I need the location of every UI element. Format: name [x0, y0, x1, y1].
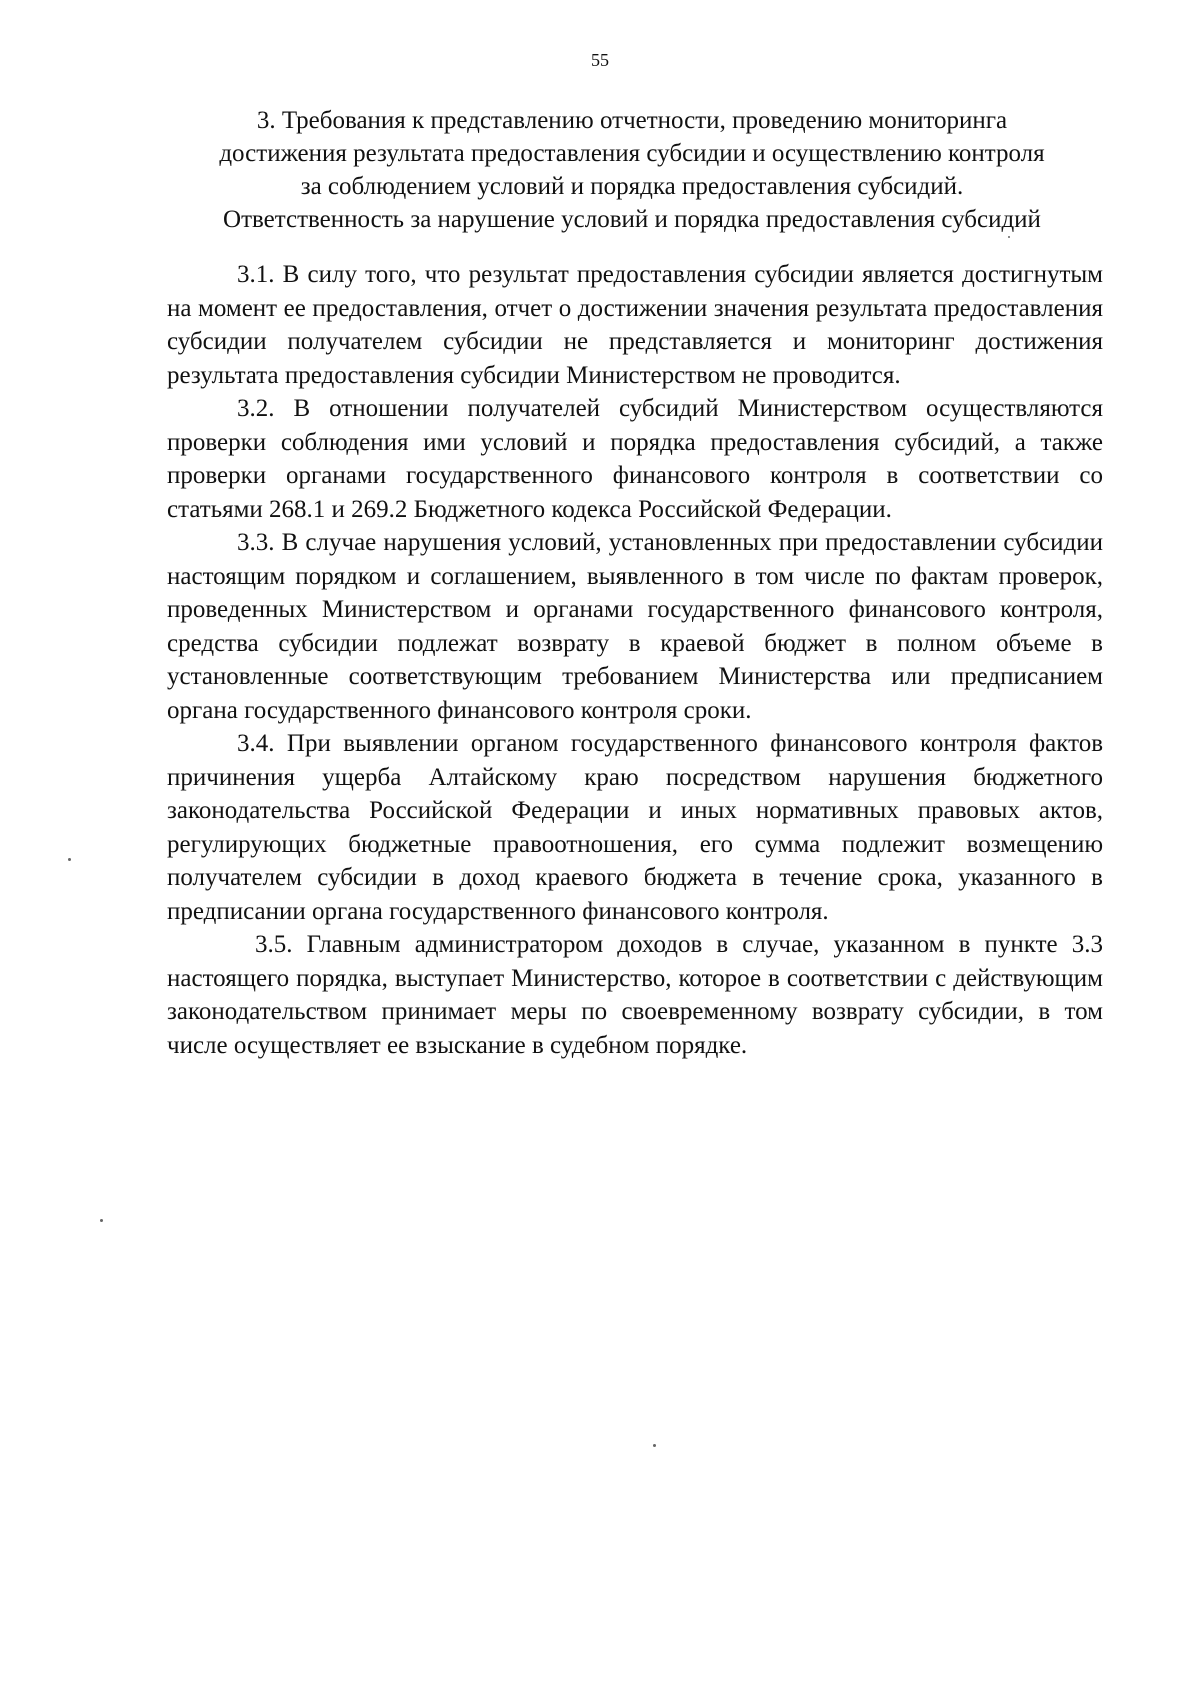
paragraph-3-4: [167, 727, 1103, 928]
paragraph-3-1: [167, 258, 1103, 392]
paragraph-text: В отношении получателей субсидий Министерством осуществляются проверки соблюдения ими условий и порядка предоставления субсидий, а также проверки органами государственного финансового контроля в соответствии со статьями 268.1 и 269.2 Бюджетного кодекса Российской Федерации.: [167, 395, 1104, 523]
scan-speck: [100, 1219, 103, 1222]
heading-line: 3. Требования к представлению отчетности, проведению мониторинга: [256, 107, 1008, 134]
paragraph-number: 3.5.: [255, 931, 293, 958]
heading-line: достижения результата предоставления субсидии и осуществлению контроля: [219, 140, 1045, 167]
page-number: 55: [591, 50, 609, 70]
paragraph-text: Главным администратором доходов в случае, указанном в пункте 3.3 настоящего порядка, выступает Министерство, которое в соответствии с действующим законодательством принимает меры по своевременному возврату субсидии, в том числе осуществляет ее взыскание в судебном порядке.: [167, 931, 1103, 1059]
scan-speck: [68, 858, 71, 861]
paragraph-number: 3.4.: [237, 730, 275, 757]
paragraph-3-5: [167, 928, 1103, 1062]
document-body: [167, 258, 1103, 1062]
heading-line: за соблюдением условий и порядка предоставления субсидий.: [300, 173, 964, 200]
heading-line: Ответственность за нарушение условий и порядка предоставления субсидий: [223, 206, 1041, 233]
paragraph-text: В случае нарушения условий, установленных при предоставлении субсидии настоящим порядком и соглашением, выявленного в том числе по фактам проверок, проведенных Министерством и органами государственного финансового контроля, средства субсидии подлежат возврату в краевой бюджет в полном объеме в установленные соответствующим требованием Министерства или предписанием органа государственного финансового контроля сроки.: [167, 529, 1103, 724]
paragraph-number: 3.1.: [237, 261, 275, 288]
scan-speck: [653, 1444, 656, 1447]
section-heading: [160, 104, 1104, 236]
paragraph-text: В силу того, что результат предоставления субсидии является достигнутым на момент ее предоставления, отчет о достижении значения результата предоставления субсидии получателем субсидии не представляется и мониторинг достижения результата предоставления субсидии Министерством не проводится.: [167, 261, 1104, 389]
paragraph-3-3: [167, 526, 1103, 727]
paragraph-3-2: [167, 392, 1103, 526]
paragraph-number: 3.2.: [237, 395, 275, 422]
paragraph-text: При выявлении органом государственного финансового контроля фактов причинения ущерба Алтайскому краю посредством нарушения бюджетного законодательства Российской Федерации и иных нормативных правовых актов, регулирующих бюджетные правоотношения, его сумма подлежит возмещению получателем субсидии в доход краевого бюджета в течение срока, указанного в предписании органа государственного финансового контроля.: [167, 730, 1103, 925]
scan-speck: [1008, 236, 1010, 238]
paragraph-number: 3.3.: [237, 529, 275, 556]
